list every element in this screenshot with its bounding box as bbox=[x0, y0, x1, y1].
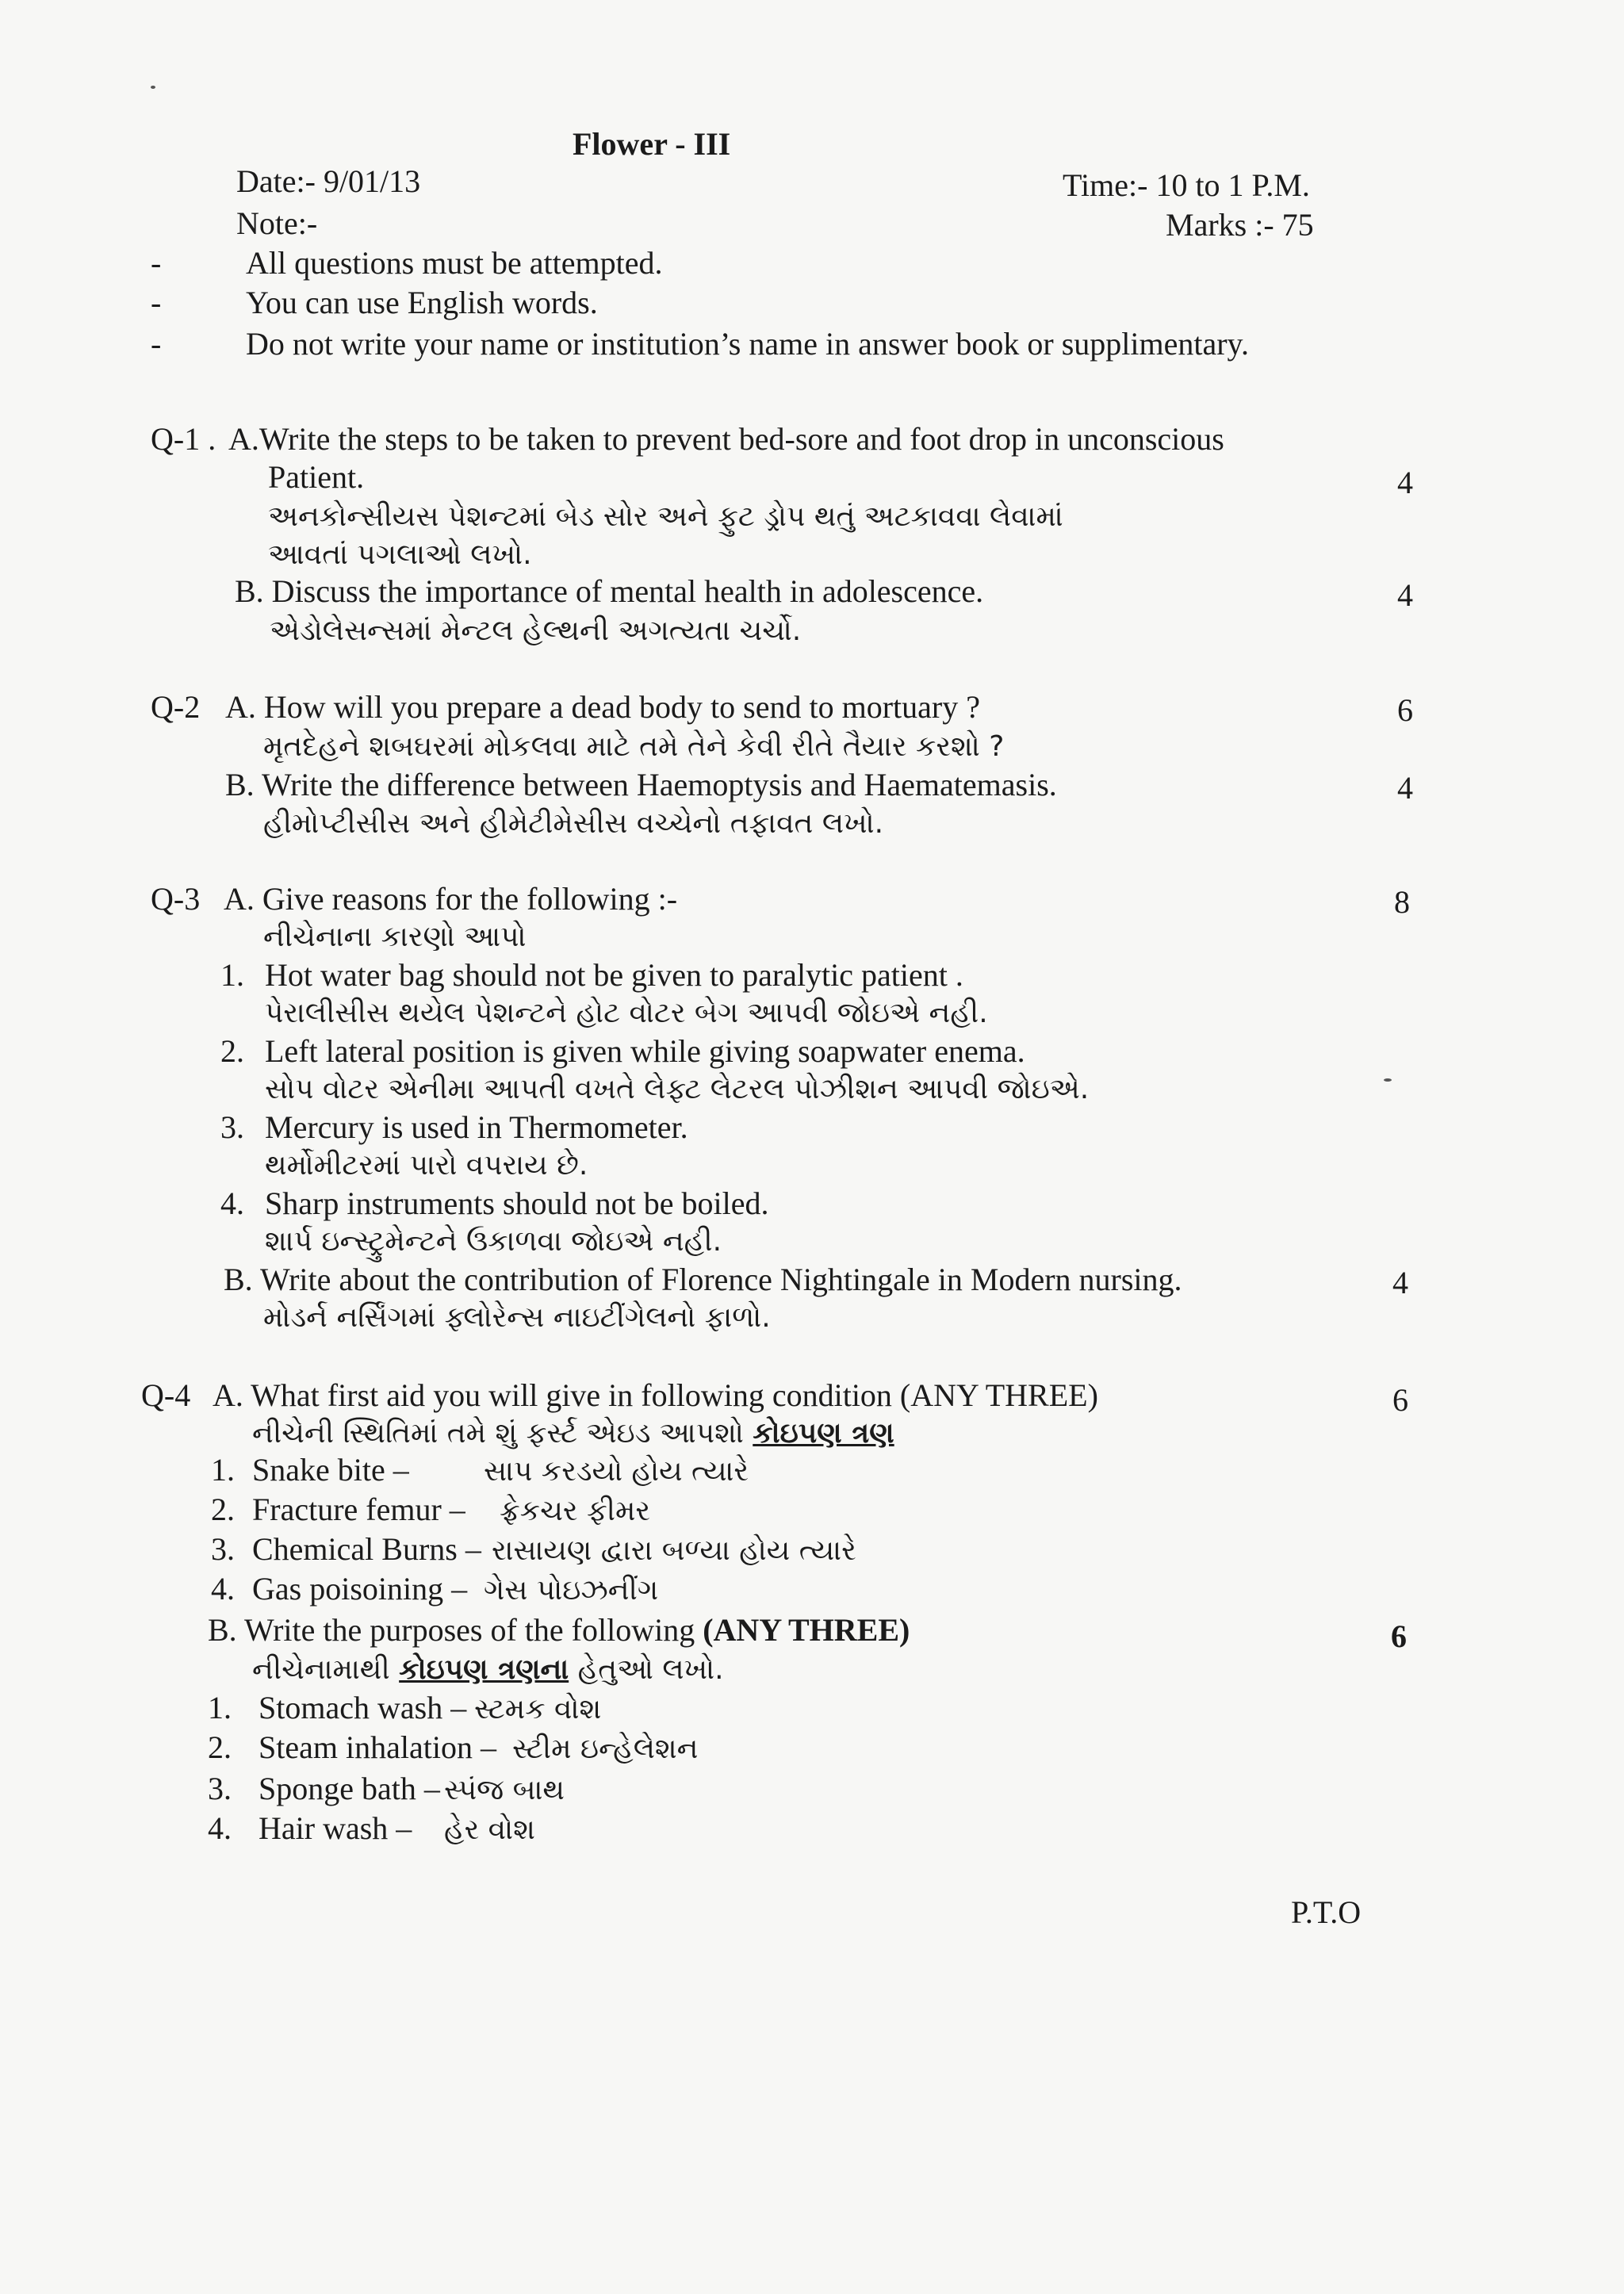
question-number: Q-1 . bbox=[151, 421, 216, 457]
q3a-text: A. Give reasons for the following :- bbox=[224, 881, 678, 917]
first-aid-condition: Chemical Burns – bbox=[252, 1531, 481, 1567]
list-number: 4. bbox=[208, 1810, 232, 1846]
instruction-text: All questions must be attempted. bbox=[246, 245, 663, 281]
q3-reason-text: Hot water bag should not be given to paralytic patient . bbox=[265, 957, 963, 993]
first-aid-condition: Fracture femur – bbox=[252, 1492, 465, 1527]
q1b-marks: 4 bbox=[1397, 577, 1413, 613]
purpose-item-gujarati: સ્ટમક વોશ bbox=[474, 1693, 602, 1725]
exam-date: Date:- 9/01/13 bbox=[236, 163, 421, 199]
purpose-item-gujarati: હેર વોશ bbox=[444, 1813, 535, 1846]
first-aid-condition-gujarati: રાસાયણ દ્વારા બળ્યા હોય ત્યારે bbox=[492, 1534, 856, 1567]
q1b-gujarati: એડોલેસન્સમાં મેન્ટલ હેલ્થની અગત્યતા ચર્ચો. bbox=[270, 615, 802, 647]
q3-reason-text: Left lateral position is given while giving soapwater enema. bbox=[265, 1033, 1025, 1069]
q4b-text-plain: B. Write the purposes of the following bbox=[208, 1612, 703, 1648]
q3b-gujarati: મોડર્ન નર્સિંગમાં ફ્લોરેન્સ નાઇટીંગેલનો ફાળો. bbox=[263, 1301, 771, 1334]
q4b-text bbox=[208, 1611, 910, 1649]
exam-title: Flower - III bbox=[573, 126, 731, 162]
q4a-gujarati-text: નીચેની સ્થિતિમાં તમે શું ફર્સ્ટ એઇડ આપશો bbox=[252, 1417, 753, 1450]
q3a-gujarati: નીચેનાના કારણો આપો bbox=[263, 921, 527, 953]
q4a-gujarati-underlined: કોઇપણ ત્રણ bbox=[753, 1417, 894, 1450]
list-number: 2. bbox=[211, 1492, 235, 1527]
instruction-dash: - bbox=[151, 326, 162, 362]
q3-reason-gujarati: સોપ વોટર એનીમા આપતી વખતે લેફ્ટ લેટરલ પોઝીશન આપવી જોઇએ. bbox=[265, 1073, 1090, 1105]
q4a-gujarati bbox=[252, 1415, 894, 1453]
q4a-marks: 6 bbox=[1392, 1382, 1408, 1418]
q2b-marks: 4 bbox=[1397, 770, 1413, 806]
q3b-text: B. Write about the contribution of Florence Nightingale in Modern nursing. bbox=[224, 1262, 1182, 1297]
instruction-text: You can use English words. bbox=[246, 285, 598, 320]
q3-reason-gujarati: થર્મોમીટરમાં પારો વપરાય છે. bbox=[265, 1149, 588, 1181]
list-number: 1. bbox=[208, 1690, 232, 1725]
purpose-item: Steam inhalation – bbox=[259, 1729, 496, 1765]
q4b-gujarati-underlined: કોઇપણ ત્રણના bbox=[399, 1653, 569, 1686]
q4a-text: A. What first aid you will give in following condition (ANY THREE) bbox=[213, 1377, 1098, 1413]
q3b-marks: 4 bbox=[1392, 1265, 1408, 1300]
first-aid-condition-gujarati: સાપ કરડયો હોય ત્યારે bbox=[484, 1455, 749, 1488]
q1a-text-cont: Patient. bbox=[268, 459, 365, 495]
q3-reason-gujarati: શાર્પ ઇન્સ્ટ્રુમેન્ટને ઉકાળવા જોઇએ નહી. bbox=[265, 1225, 722, 1258]
purpose-item-gujarati: સ્પંજ બાથ bbox=[444, 1774, 565, 1806]
q4b-marks: 6 bbox=[1391, 1618, 1407, 1654]
instruction-dash: - bbox=[151, 285, 162, 320]
q2b-text: B. Write the difference between Haemoptysis and Haematemasis. bbox=[225, 767, 1057, 802]
list-number: 1. bbox=[220, 957, 244, 993]
list-number: 3. bbox=[208, 1771, 232, 1806]
q1a-gujarati: અનકોન્સીયસ પેશન્ટમાં બેડ સોર અને ફુટ ડ્રોપ થતું અટકાવવા લેવામાં bbox=[268, 500, 1063, 533]
first-aid-condition: Gas poisoining – bbox=[252, 1571, 468, 1607]
q1a-gujarati-cont: આવતાં પગલાઓ લખો. bbox=[268, 538, 532, 571]
question-number: Q-2 bbox=[151, 689, 201, 725]
q3-reason-text: Sharp instruments should not be boiled. bbox=[265, 1185, 769, 1221]
q4b-text-bold: (ANY THREE) bbox=[703, 1612, 910, 1648]
question-number: Q-4 bbox=[141, 1377, 191, 1413]
first-aid-condition-gujarati: ફ્રેકચર ફીમર bbox=[500, 1495, 651, 1527]
list-number: 4. bbox=[211, 1571, 235, 1607]
page-turn-over: P.T.O bbox=[1291, 1894, 1362, 1930]
purpose-item: Sponge bath – bbox=[259, 1771, 440, 1806]
instruction-dash: - bbox=[151, 245, 162, 281]
q3-reason-text: Mercury is used in Thermometer. bbox=[265, 1109, 688, 1145]
note-label: Note:- bbox=[236, 205, 318, 241]
q3-reason-gujarati: પેરાલીસીસ થયેલ પેશન્ટને હોટ વોટર બેગ આપવી જોઇએ નહી. bbox=[265, 997, 988, 1029]
q2a-marks: 6 bbox=[1397, 692, 1413, 728]
list-number: 1. bbox=[211, 1452, 235, 1488]
purpose-item: Hair wash – bbox=[259, 1810, 412, 1846]
question-number: Q-3 bbox=[151, 881, 201, 917]
scan-speck bbox=[1384, 1078, 1392, 1082]
list-number: 3. bbox=[220, 1109, 244, 1145]
exam-marks: Marks :- 75 bbox=[1166, 207, 1314, 243]
list-number: 4. bbox=[220, 1185, 244, 1221]
list-number: 2. bbox=[208, 1729, 232, 1765]
q2b-gujarati: હીમોપ્ટીસીસ અને હીમેટીમેસીસ વચ્ચેનો તફાવત લખો. bbox=[263, 807, 884, 840]
q2a-gujarati: મૃતદેહને શબઘરમાં મોકલવા માટે તમે તેને કેવી રીતે તૈયાર કરશો ? bbox=[263, 730, 1005, 763]
q1a-text: A.Write the steps to be taken to prevent bed-sore and foot drop in unconscious bbox=[228, 421, 1224, 457]
q4b-gujarati-text-end: હેતુઓ લખો. bbox=[569, 1653, 724, 1686]
q1b-text: B. Discuss the importance of mental health in adolescence. bbox=[235, 573, 984, 609]
q4b-gujarati-text: નીચેનામાથી bbox=[252, 1653, 400, 1686]
scan-speck bbox=[151, 86, 155, 89]
list-number: 2. bbox=[220, 1033, 244, 1069]
first-aid-condition: Snake bite – bbox=[252, 1452, 409, 1488]
q1a-marks: 4 bbox=[1397, 465, 1413, 500]
q4b-gujarati bbox=[252, 1651, 724, 1689]
q2a-text: A. How will you prepare a dead body to send to mortuary ? bbox=[225, 689, 980, 725]
purpose-item: Stomach wash – bbox=[259, 1690, 467, 1725]
instruction-text: Do not write your name or institution’s name in answer book or supplimentary. bbox=[246, 326, 1249, 362]
first-aid-condition-gujarati: ગેસ પોઇઝનીંગ bbox=[484, 1574, 659, 1607]
q3a-marks: 8 bbox=[1394, 884, 1410, 920]
list-number: 3. bbox=[211, 1531, 235, 1567]
exam-time: Time:- 10 to 1 P.M. bbox=[1063, 167, 1310, 203]
purpose-item-gujarati: સ્ટીમ ઇન્હેલેશન bbox=[512, 1733, 699, 1765]
